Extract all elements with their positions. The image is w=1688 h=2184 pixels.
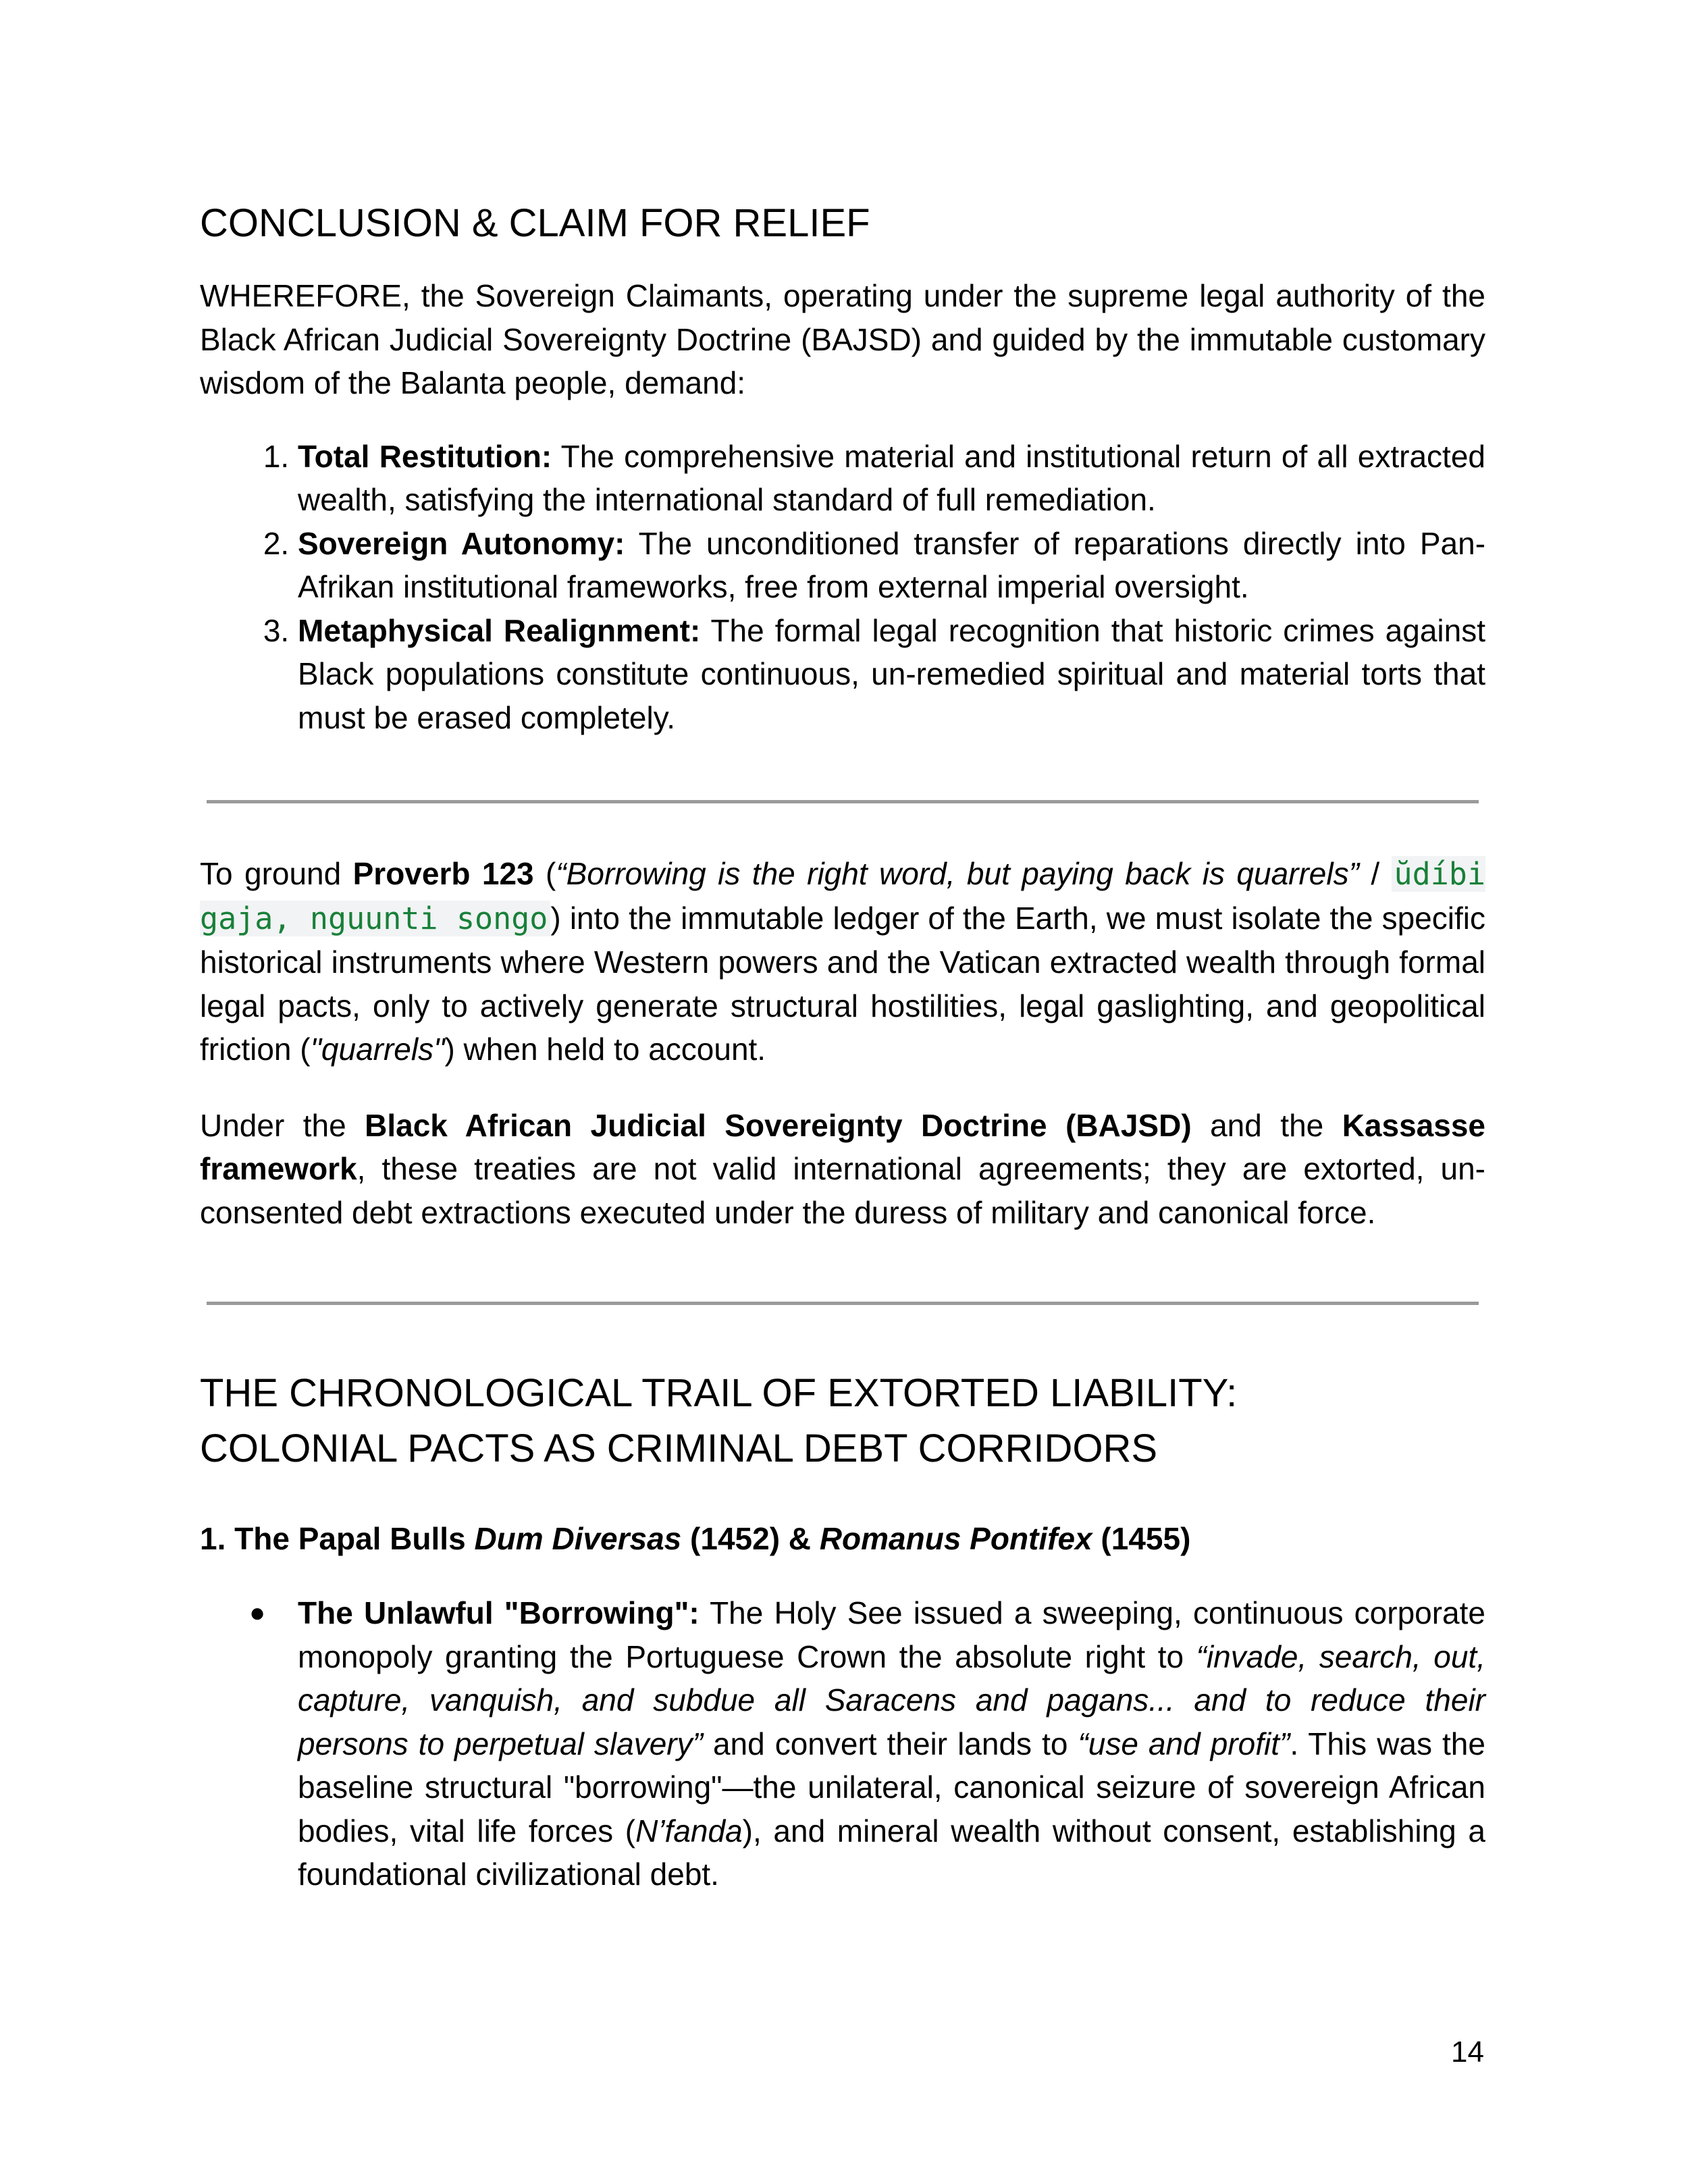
list-item: 1. Total Restitution: The comprehensive material and institutional return of all extracted wealth, satisfying the international standard of full remediation.: [298, 435, 1485, 522]
section-title-chronological-trail: THE CHRONOLOGICAL TRAIL OF EXTORTED LIABILITY: COLONIAL PACTS AS CRIMINAL DEBT CORRIDORS: [200, 1371, 1238, 1470]
list-item: ● The Unlawful "Borrowing": The Holy See issued a sweeping, continuous corporate monopoly granting the Portuguese Crown the absolute right to “invade, search, out, capture, vanquish, and subdue all Saracens and pagans... and to reduce their persons to perpetual slavery” and convert their lands to “use and profit”. This was the baseline structural "borrowing"—the unilateral, canonical seizure of sovereign African bodies, vital life forces (N’fanda), and mineral wealth without consent, establishing a foundational civilizational debt.: [298, 1591, 1485, 1896]
demand-label: Total Restitution:: [298, 438, 552, 474]
proverb-paragraph: To ground Proverb 123 (“Borrowing is the right word, but paying back is quarrels” / ŭdíbi gaja, nguunti songo) into the immutable ledger of the Earth, we must isolate the specific historical instruments where Western powers and the Vatican extracted wealth through formal legal pacts, only to actively generate structural hostilities, legal gaslighting, and geopolitical friction ("quarrels") when held to account.: [200, 856, 1485, 1067]
subsection-heading-papal-bulls: 1. The Papal Bulls Dum Diversas (1452) & Romanus Pontifex (1455): [200, 1521, 1191, 1556]
list-item: 3. Metaphysical Realignment: The formal legal recognition that historic crimes against Black populations constitute continuous, un-remedied spiritual and material torts that must be erased completely.: [298, 609, 1485, 740]
demands-list: [200, 435, 1485, 740]
bullet-icon: ●: [249, 1598, 266, 1628]
doctrine-name: Black African Judicial Sovereignty Doctrine (BAJSD): [365, 1107, 1192, 1143]
intro-paragraph: WHEREFORE, the Sovereign Claimants, operating under the supreme legal authority of the Black African Judicial Sovereignty Doctrine (BAJSD) and guided by the immutable customary wisdom of the Balanta people, demand:: [200, 278, 1485, 400]
bullet-label: The Unlawful "Borrowing":: [298, 1595, 700, 1630]
proverb-reference: Proverb 123: [352, 856, 534, 891]
demand-label: Sovereign Autonomy:: [298, 525, 625, 561]
quarrels-term: "quarrels": [310, 1032, 445, 1067]
proverb-quote: “Borrowing is the right word, but paying back is quarrels”: [556, 856, 1359, 891]
list-item: 2. Sovereign Autonomy: The unconditioned transfer of reparations directly into Pan-Afrikan institutional frameworks, free from external imperial oversight.: [298, 522, 1485, 609]
kassasse-framework: Kassasse framework: [200, 1107, 1486, 1186]
demand-label: Metaphysical Realignment:: [298, 612, 701, 648]
papal-bulls-bullets: [200, 1591, 1485, 1896]
page-number: 14: [1451, 2035, 1484, 2069]
section-title-conclusion: CONCLUSION & CLAIM FOR RELIEF: [200, 201, 870, 245]
bajsd-paragraph: Under the Black African Judicial Sovereignty Doctrine (BAJSD) and the Kassasse framework, these treaties are not valid international agreements; they are extorted, un-consented debt extractions executed under the duress of military and canonical force.: [200, 1107, 1486, 1230]
balanta-proverb-code: ŭdíbi gaja, nguunti songo: [200, 856, 1485, 936]
